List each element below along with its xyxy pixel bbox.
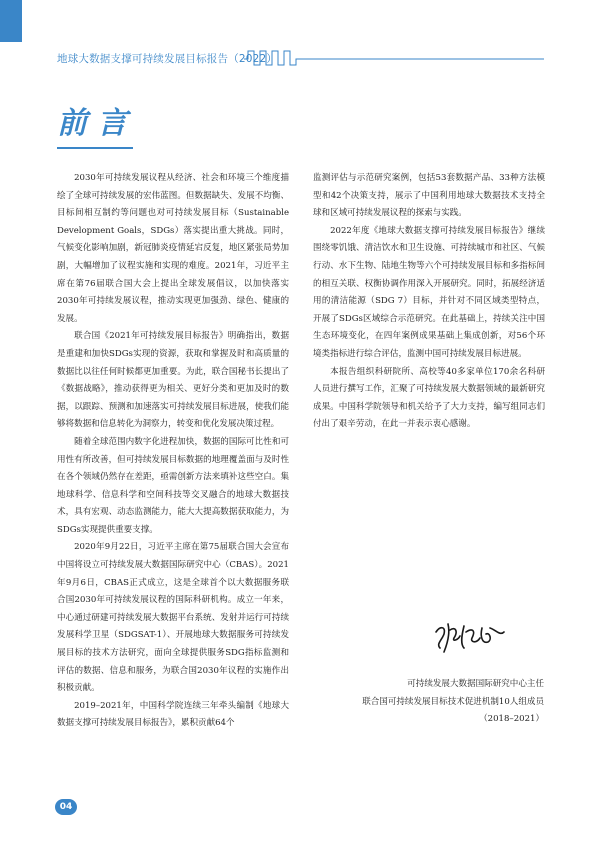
title-underline [57, 147, 133, 149]
paragraph-continued: 监测评估与示范研究案例，包括53套数据产品、33种方法模型和42个决策支持，展示了中国利用地球大数据技术支持全球和区域可持续发展议程的探索与实践。 [313, 173, 545, 219]
paragraph: 2020年9月22日，习近平主席在第75届联合国大会宣布中国将设立可持续发展大数据国际研究中心（CBAS）。2021年9月6日，CBAS正式成立，这是全球首个以大数据服务联合国2030年可持续发展议程的国际科研机构。成立一年来，中心通过研建可持续发展大数据平台系统、发射并运行可持续发展科学卫星（SDGSAT-1）、开展地球大数据服务可持续发展目标的技术方法研究，面向全球提供服务SDG指标监测和评估的数据、信息和服务，为联合国2030年议程的实施作出积极贡献。 [57, 542, 289, 694]
signer-title-1: 可持续发展大数据国际研究中心主任 [407, 679, 544, 689]
text-column-right [313, 170, 545, 434]
signature-block [300, 676, 544, 729]
text-column-left [57, 170, 289, 733]
paragraph: 2019–2021年，中国科学院连续三年牵头编制《地球大数据支撑可持续发展目标报告》，累积贡献64个 [57, 700, 289, 729]
paragraph: 2022年度《地球大数据支撑可持续发展目标报告》继续围绕零饥饿、清洁饮水和卫生设施、可持续城市和社区、气候行动、水下生物、陆地生物等六个可持续发展目标和多指标间的相互关联、权衡协调作用深入开展研究。同时，拓展经济适用的清洁能源（SDG 7）目标，并针对不同区域类型特点，开展了SDGs区域综合示范研究。在此基础上，持续关注中国生态环境变化，在四年案例成果基础上集成创新，对56个环境类指标进行综合评估，监测中国可持续发展目标进展。 [313, 225, 545, 359]
signer-term: （2018–2021） [479, 714, 544, 725]
paragraph: 随着全球范围内数字化进程加快，数据的国际可比性和可用性有所改善，但可持续发展目标数据的地理覆盖面与及时性在各个领域仍然存在差距，亟需创新方法来填补这些空白。集地球科学、信息科学和空间科技等交叉融合的地球大数据技术，具有宏观、动态监测能力，能大大提高数据获取能力，为SDGs实现提供重要支撑。 [57, 436, 289, 535]
title-block [57, 104, 177, 152]
paragraph: 2030年可持续发展议程从经济、社会和环境三个维度描绘了全球可持续发展的宏伟蓝图。但数据缺失、发展不均衡、目标间相互制约等问题也对可持续发展目标（Sustainable Development Goals，SDGs）落实提出重大挑战。同时，气候变化影响加剧，新冠肺炎疫情延宕反复，地区紧张局势加剧，大幅增加了议程实施和实现的难度。2021年，习近平主席在第76届联合国大会上提出全球发展倡议，以加快落实2030年可持续发展议程，推动实现更加强劲、绿色、健康的发展。 [57, 173, 289, 324]
running-header-title: 地球大数据支撑可持续发展目标报告（2022） [57, 53, 278, 65]
header-line-decoration [244, 47, 544, 69]
side-tab-decoration [0, 0, 22, 42]
paragraph: 本报告组织科研院所、高校等40多家单位170余名科研人员进行撰写工作，汇聚了可持续发展大数据领域的最新研究成果。中国科学院领导和机关给予了大力支持，编写组同志们付出了艰辛劳动，在此一并表示衷心感谢。 [313, 366, 545, 430]
page-title: 前言 [57, 106, 137, 141]
signer-title-2: 联合国可持续发展目标技术促进机制10人组成员 [362, 696, 544, 707]
handwritten-signature [430, 618, 510, 656]
paragraph: 联合国《2021年可持续发展目标报告》明确指出，数据是重建和加快SDGs实现的资源，获取和掌握及时和高质量的数据比以往任何时候都更加重要。为此，联合国秘书长提出了《数据战略》，推动获得更为相关、更好分类和更加及时的数据，以跟踪、预测和加速落实可持续发展目标进展，使我们能够将数据和信息转化为洞察力，转变和优化发展决策过程。 [57, 331, 289, 430]
page-number-badge: 04 [55, 799, 77, 815]
